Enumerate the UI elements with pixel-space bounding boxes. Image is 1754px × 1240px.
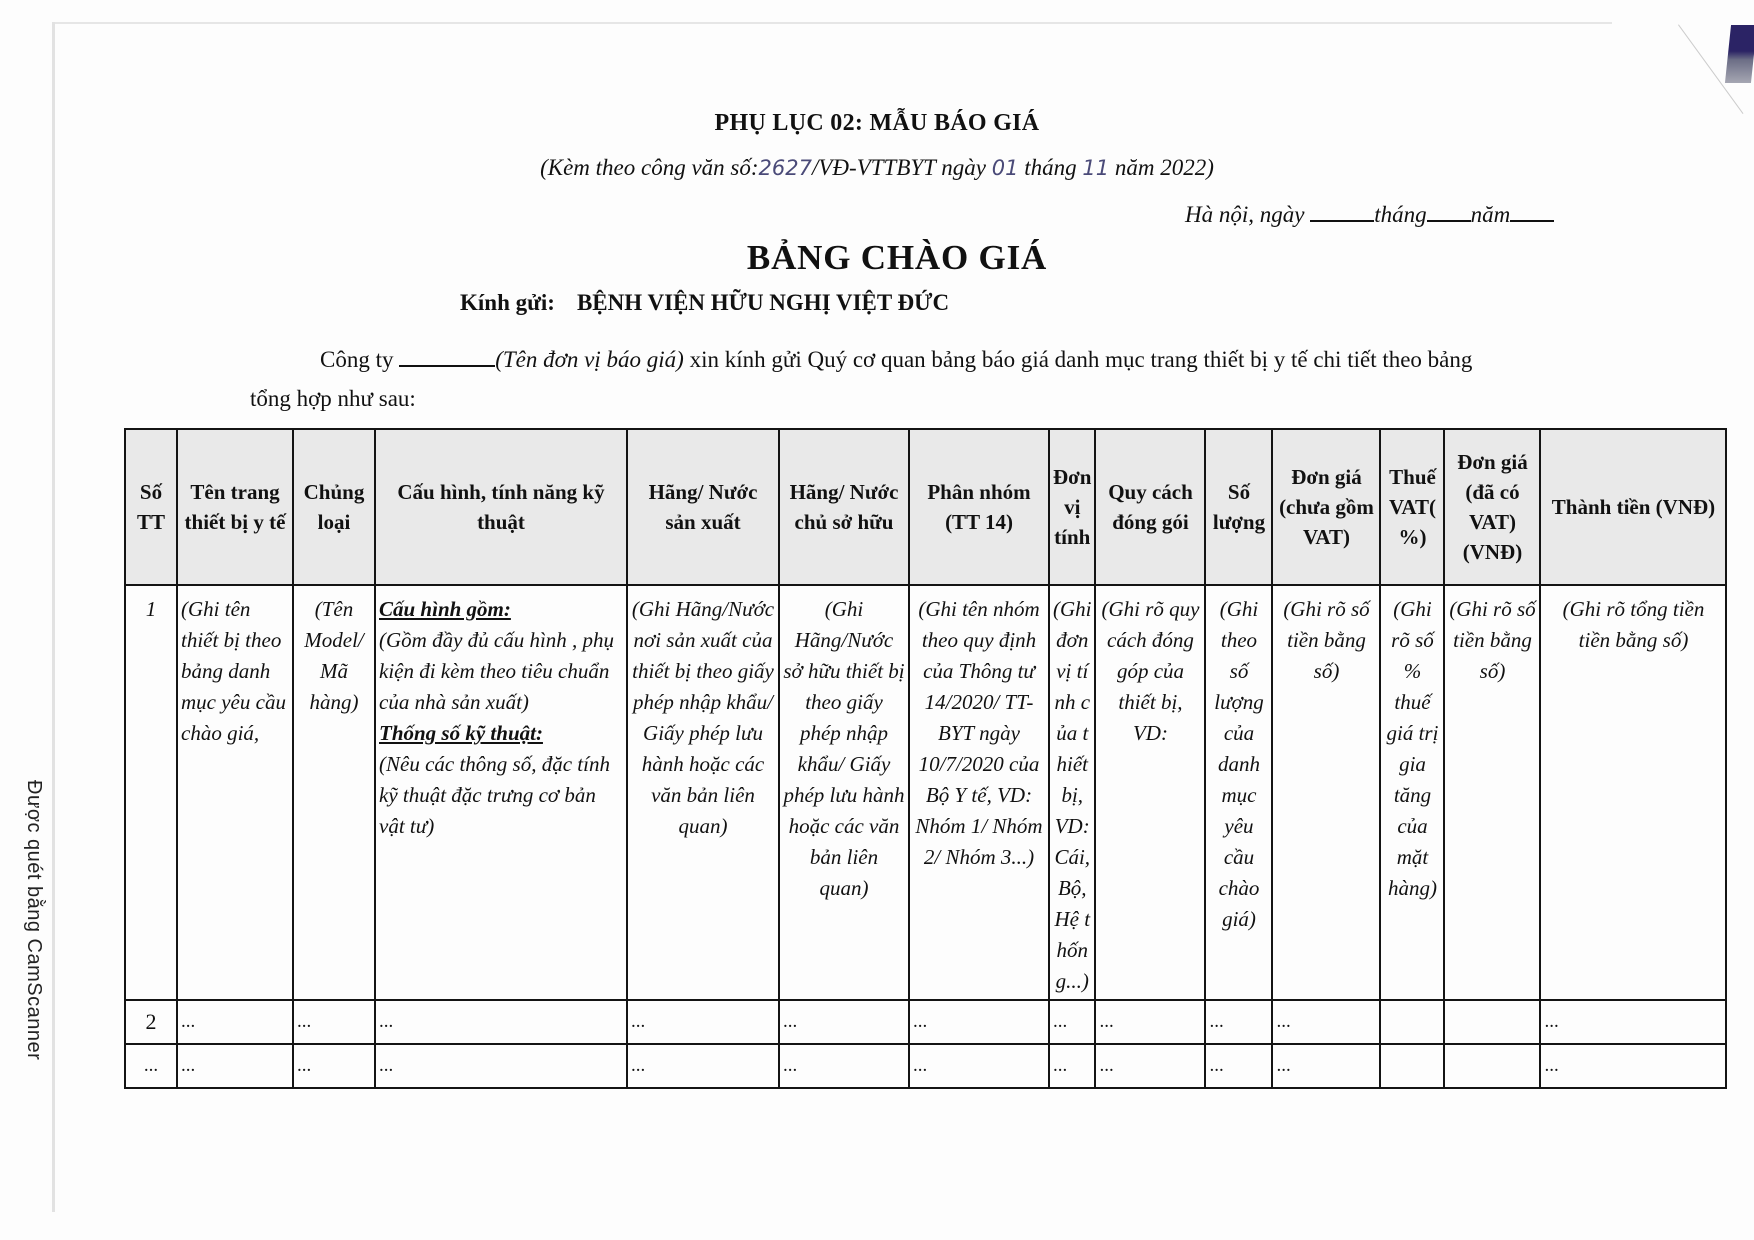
cell-owner[interactable]: ... (779, 1044, 909, 1088)
cell-quantity[interactable]: ... (1205, 1000, 1272, 1044)
ref-year-suffix: năm 2022) (1109, 155, 1214, 180)
cell-price-inc-vat[interactable] (1444, 1044, 1540, 1088)
cell-config[interactable] (375, 585, 627, 1000)
year-blank[interactable] (1510, 202, 1554, 222)
cell-price-ex-vat[interactable]: ... (1272, 1000, 1380, 1044)
col-header-device-name: Tên trang thiết bị y tế (177, 429, 293, 585)
cell-total[interactable]: ... (1540, 1044, 1726, 1088)
table-row (125, 585, 1726, 1000)
intro-placeholder: (Tên đơn vị báo giá) (495, 347, 684, 372)
cell-packing[interactable]: ... (1095, 1044, 1205, 1088)
month-blank[interactable] (1427, 202, 1471, 222)
document-heading: BẢNG CHÀO GIÁ (746, 238, 1048, 277)
page-edge-left (52, 22, 55, 1212)
cell-config[interactable]: ... (375, 1000, 627, 1044)
ref-month-handwritten: 11 (1082, 156, 1110, 180)
col-header-price-inc-vat: Đơn giá (đã có VAT) (VNĐ) (1444, 429, 1540, 585)
cell-packing[interactable]: ... (1095, 1000, 1205, 1044)
camscanner-watermark: Được quét bằng CamScanner (23, 780, 45, 1061)
cell-price-ex-vat[interactable]: ... (1272, 1044, 1380, 1088)
col-header-vat: Thuế VAT( %) (1380, 429, 1444, 585)
intro-company: Công ty (320, 347, 400, 372)
table-row (125, 1000, 1726, 1044)
page-edge-top (52, 22, 1612, 24)
quote-table (124, 428, 1727, 1089)
scan-corner-artifact (1725, 25, 1754, 83)
ref-prefix: (Kèm theo công văn số: (540, 155, 759, 180)
place-month-label: tháng (1374, 202, 1427, 227)
table-header-row (125, 429, 1726, 585)
recipient-line (460, 290, 949, 316)
cell-group[interactable]: ... (909, 1044, 1049, 1088)
cell-vat[interactable]: (Ghi rõ số % thuế giá trị gia tăng của mặt hàng) (1380, 585, 1444, 1000)
cell-unit[interactable]: (Ghi đơn vị tính của thiết bị, VD: Cái, Bộ, Hệ thống...) (1049, 585, 1095, 1000)
col-header-total: Thành tiền (VNĐ) (1540, 429, 1726, 585)
ref-month-label: tháng (1018, 155, 1083, 180)
recipient-name: BỆNH VIỆN HỮU NGHỊ VIỆT ĐỨC (576, 290, 950, 315)
cell-unit[interactable]: ... (1049, 1000, 1095, 1044)
cell-price-inc-vat[interactable]: (Ghi rõ số tiền bằng số) (1444, 585, 1540, 1000)
specs-title: Thống số kỹ thuật: (379, 721, 543, 745)
place-date-prefix: Hà nội, ngày (1185, 202, 1311, 227)
ref-code: /VĐ-VTTBYT ngày (811, 155, 992, 180)
cell-owner[interactable]: ... (779, 1000, 909, 1044)
ref-number-handwritten: 2627 (758, 156, 812, 180)
cell-group[interactable]: (Ghi tên nhóm theo quy định của Thông tư 14/2020/ TT-BYT ngày 10/7/2020 của Bộ Y tế, VD: Nhóm 1/ Nhóm 2/ Nhóm 3...) (909, 585, 1049, 1000)
cell-stt[interactable]: 2 (125, 1000, 177, 1044)
recipient-label: Kính gửi: (460, 290, 555, 315)
cell-unit[interactable]: ... (1049, 1044, 1095, 1088)
cell-manufacturer[interactable]: ... (627, 1000, 779, 1044)
cell-quantity[interactable]: (Ghi theo số lượng của danh mục yêu cầu chào giá) (1205, 585, 1272, 1000)
table-row (125, 1044, 1726, 1088)
cell-vat[interactable] (1380, 1044, 1444, 1088)
col-header-config: Cấu hình, tính năng kỹ thuật (375, 429, 627, 585)
cell-stt[interactable]: ... (125, 1044, 177, 1088)
company-blank[interactable] (399, 347, 495, 367)
cell-packing[interactable]: (Ghi rõ quy cách đóng góp của thiết bị, VD: (1095, 585, 1205, 1000)
cell-manufacturer[interactable]: ... (627, 1044, 779, 1088)
day-blank[interactable] (1310, 202, 1374, 222)
cell-model[interactable]: ... (293, 1000, 375, 1044)
col-header-manufacturer: Hãng/ Nước sản xuất (627, 429, 779, 585)
cell-price-inc-vat[interactable] (1444, 1000, 1540, 1044)
col-header-owner: Hãng/ Nước chủ sở hữu (779, 429, 909, 585)
intro-line-2: tổng hợp như sau: (250, 386, 416, 411)
cell-manufacturer[interactable]: (Ghi Hãng/Nước nơi sản xuất của thiết bị theo giấy phép nhập khẩu/ Giấy phép lưu hành hoặc các văn bản liên quan) (627, 585, 779, 1000)
intro-text: xin kính gửi Quý cơ quan bảng báo giá danh mục trang thiết bị y tế chi tiết theo bảng (683, 347, 1473, 372)
cell-price-ex-vat[interactable]: (Ghi rõ số tiền bằng số) (1272, 585, 1380, 1000)
reference-line (0, 155, 1754, 181)
cell-config[interactable]: ... (375, 1044, 627, 1088)
cell-model[interactable]: ... (293, 1044, 375, 1088)
specs-text: (Nêu các thông số, đặc tính kỹ thuật đặc trưng cơ bản vật tư) (379, 752, 610, 838)
cell-total[interactable]: (Ghi rõ tổng tiền tiền bằng số) (1540, 585, 1726, 1000)
col-header-group: Phân nhóm (TT 14) (909, 429, 1049, 585)
cell-device-name[interactable]: ... (177, 1000, 293, 1044)
cell-device-name[interactable]: (Ghi tên thiết bị theo bảng danh mục yêu cầu chào giá, (177, 585, 293, 1000)
col-header-price-ex-vat: Đơn giá (chưa gồm VAT) (1272, 429, 1380, 585)
place-year-label: năm (1470, 202, 1511, 227)
col-header-model: Chủng loại (293, 429, 375, 585)
cell-group[interactable]: ... (909, 1000, 1049, 1044)
col-header-stt: Số TT (125, 429, 177, 585)
col-header-packing: Quy cách đóng gói (1095, 429, 1205, 585)
cell-model[interactable]: (Tên Model/ Mã hàng) (293, 585, 375, 1000)
col-header-quantity: Số lượng (1205, 429, 1272, 585)
ref-day-handwritten: 01 (991, 156, 1019, 180)
intro-line (320, 347, 1472, 373)
config-title: Cấu hình gồm: (379, 597, 511, 621)
cell-owner[interactable]: (Ghi Hãng/Nước sở hữu thiết bị theo giấy phép nhập khẩu/ Giấy phép lưu hành hoặc các văn bản liên quan) (779, 585, 909, 1000)
cell-device-name[interactable]: ... (177, 1044, 293, 1088)
cell-quantity[interactable]: ... (1205, 1044, 1272, 1088)
cell-stt[interactable]: 1 (125, 585, 177, 1000)
place-date-line (1185, 202, 1554, 228)
config-text: (Gồm đầy đủ cấu hình , phụ kiện đi kèm theo tiêu chuẩn của nhà sản xuất) (379, 628, 615, 714)
appendix-title: PHỤ LỤC 02: MẪU BÁO GIÁ (714, 110, 1040, 136)
cell-vat[interactable] (1380, 1000, 1444, 1044)
col-header-unit: Đơn vị tính (1049, 429, 1095, 585)
cell-total[interactable]: ... (1540, 1000, 1726, 1044)
